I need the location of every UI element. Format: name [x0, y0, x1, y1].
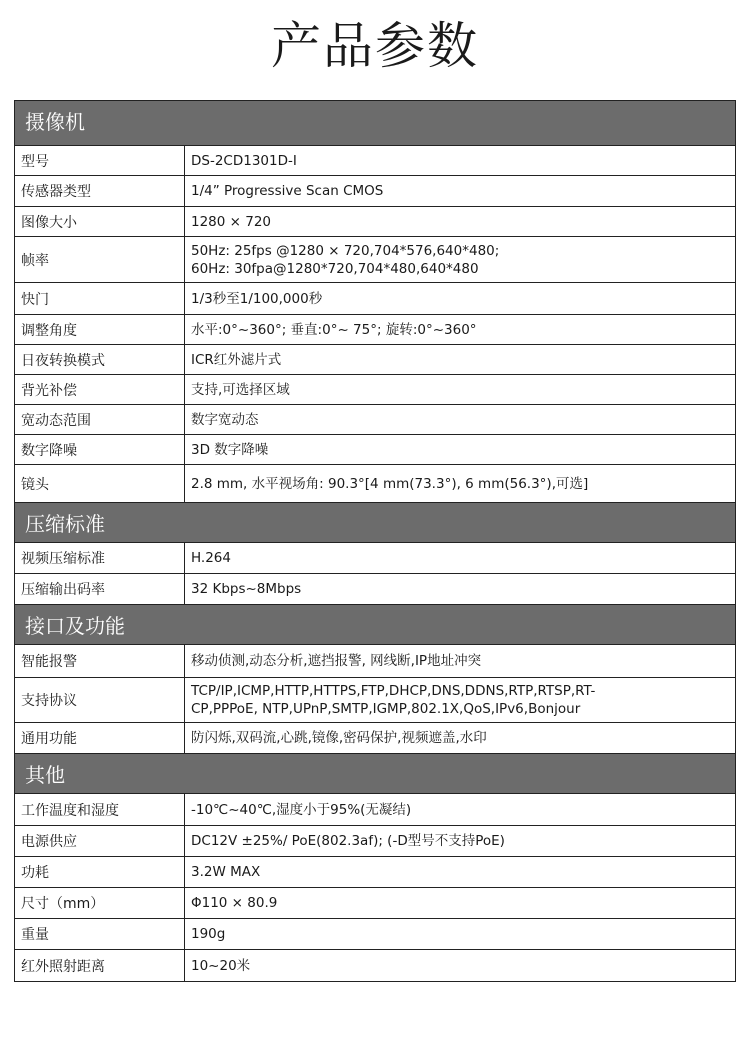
spec-value	[185, 405, 735, 434]
spec-row	[15, 237, 735, 283]
spec-value	[185, 645, 735, 677]
spec-label: 支持协议	[15, 678, 185, 722]
spec-value	[185, 794, 735, 825]
spec-value-line: TCP/IP,ICMP,HTTP,HTTPS,FTP,DHCP,DNS,DDNS,RTP,RTSP,RT-	[191, 683, 596, 699]
spec-value	[185, 888, 735, 918]
spec-value-line: 50Hz: 25fps @1280 × 720,704*576,640*480;	[191, 242, 500, 259]
spec-value-line: 水平:0°~360°; 垂直:0°~ 75°; 旋转:0°~360°	[191, 321, 477, 338]
spec-row	[15, 315, 735, 345]
spec-value-line: Φ110 × 80.9	[191, 895, 278, 911]
spec-value	[185, 465, 735, 502]
spec-value	[185, 826, 735, 856]
spec-value-line: -10℃~40℃,湿度小于95%(无凝结)	[191, 801, 412, 818]
spec-label: 功耗	[15, 857, 185, 887]
spec-value	[185, 723, 735, 753]
spec-label: 通用功能	[15, 723, 185, 753]
spec-label: 图像大小	[15, 207, 185, 236]
spec-value	[185, 919, 735, 949]
spec-value	[185, 950, 735, 981]
spec-table	[14, 100, 736, 982]
spec-label: 重量	[15, 919, 185, 949]
spec-label: 宽动态范围	[15, 405, 185, 434]
spec-row	[15, 645, 735, 678]
spec-row	[15, 857, 735, 888]
spec-value-line: 3.2W MAX	[191, 864, 261, 880]
spec-value	[185, 176, 735, 206]
spec-row	[15, 888, 735, 919]
spec-label: 工作温度和湿度	[15, 794, 185, 825]
spec-value-line: DC12V ±25%/ PoE(802.3af); (-D型号不支持PoE)	[191, 833, 505, 849]
spec-label: 传感器类型	[15, 176, 185, 206]
spec-value-line: 1/4” Progressive Scan CMOS	[191, 183, 384, 199]
spec-row	[15, 176, 735, 207]
spec-row	[15, 207, 735, 237]
spec-value-line: CP,PPPoE, NTP,UPnP,SMTP,IGMP,802.1X,QoS,IPv6,Bonjour	[191, 701, 581, 717]
section-header: 压缩标准	[15, 503, 735, 543]
spec-row	[15, 826, 735, 857]
spec-label: 红外照射距离	[15, 950, 185, 981]
spec-label: 日夜转换模式	[15, 345, 185, 374]
spec-row	[15, 345, 735, 375]
spec-label: 帧率	[15, 237, 185, 282]
spec-row	[15, 435, 735, 465]
spec-value-line: H.264	[191, 550, 231, 566]
section-header: 接口及功能	[15, 605, 735, 645]
spec-value-line: ICR红外滤片式	[191, 351, 282, 368]
spec-row	[15, 678, 735, 723]
spec-value	[185, 237, 735, 282]
spec-row	[15, 723, 735, 754]
spec-value-line: 移动侦测,动态分析,遮挡报警, 网线断,IP地址冲突	[191, 653, 482, 669]
page-title: 产品参数	[271, 17, 479, 75]
spec-value	[185, 857, 735, 887]
spec-value-line: 数字宽动态	[191, 411, 259, 428]
spec-label: 数字降噪	[15, 435, 185, 464]
spec-label: 尺寸（mm）	[15, 888, 185, 918]
spec-row	[15, 574, 735, 605]
spec-value-line: 60Hz: 30fpa@1280*720,704*480,640*480	[191, 260, 479, 277]
spec-value	[185, 543, 735, 573]
spec-value	[185, 315, 735, 344]
spec-label: 调整角度	[15, 315, 185, 344]
section-header: 其他	[15, 754, 735, 794]
spec-value	[185, 345, 735, 374]
spec-label: 快门	[15, 283, 185, 314]
spec-row	[15, 543, 735, 574]
spec-label: 镜头	[15, 465, 185, 502]
spec-row	[15, 146, 735, 176]
spec-value	[185, 283, 735, 314]
spec-label: 视频压缩标准	[15, 543, 185, 573]
spec-label: 背光补偿	[15, 375, 185, 404]
spec-row	[15, 794, 735, 826]
spec-value-line: 32 Kbps~8Mbps	[191, 581, 302, 597]
spec-value	[185, 207, 735, 236]
spec-row	[15, 283, 735, 315]
spec-label: 智能报警	[15, 645, 185, 677]
spec-label: 压缩输出码率	[15, 574, 185, 604]
spec-value-line: 1280 × 720	[191, 213, 272, 230]
spec-value-line: 3D 数字降噪	[191, 441, 269, 458]
spec-value	[185, 574, 735, 604]
section-header: 摄像机	[15, 101, 735, 146]
spec-row	[15, 375, 735, 405]
spec-row	[15, 950, 735, 981]
spec-label: 型号	[15, 146, 185, 175]
spec-row	[15, 405, 735, 435]
spec-value-line: 190g	[191, 926, 226, 942]
spec-label: 电源供应	[15, 826, 185, 856]
spec-value-line: 支持,可选择区域	[191, 381, 290, 398]
spec-value-line: 10~20米	[191, 957, 251, 974]
spec-value-line: 2.8 mm, 水平视场角: 90.3°[4 mm(73.3°), 6 mm(56.3°),可选]	[191, 475, 589, 492]
spec-value	[185, 146, 735, 175]
spec-value-line: 1/3秒至1/100,000秒	[191, 290, 323, 307]
spec-value-line: DS-2CD1301D-I	[191, 152, 297, 169]
spec-value	[185, 435, 735, 464]
spec-value-line: 防闪烁,双码流,心跳,镜像,密码保护,视频遮盖,水印	[191, 730, 487, 746]
spec-value	[185, 678, 735, 722]
spec-row	[15, 465, 735, 503]
spec-row	[15, 919, 735, 950]
spec-value	[185, 375, 735, 404]
